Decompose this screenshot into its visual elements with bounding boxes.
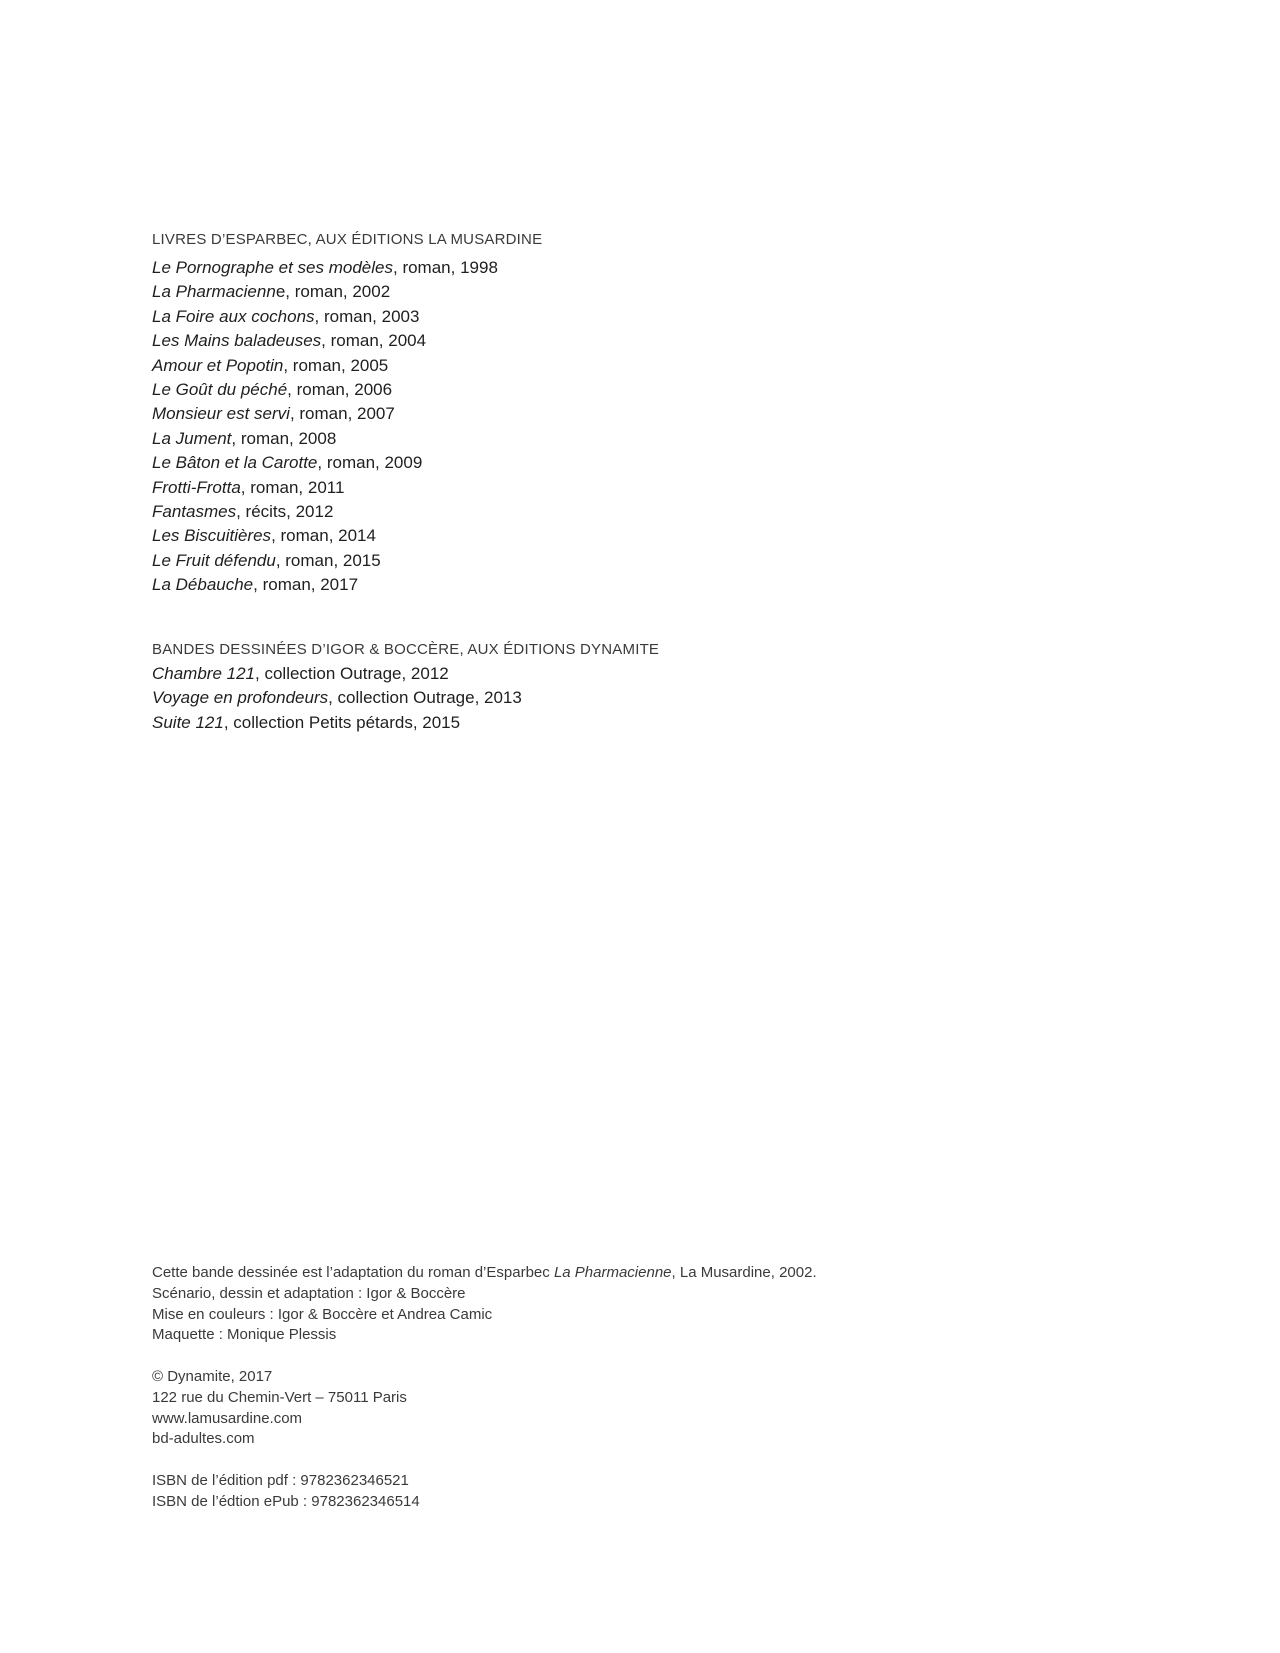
layout-credit: Maquette : Monique Plessis	[152, 1326, 337, 1344]
book-details: , roman, 2008	[231, 428, 337, 448]
book-details: e, roman, 2002	[275, 282, 391, 302]
isbn-epub: ISBN de l’édtion ePub : 9782362346514	[152, 1492, 420, 1510]
book-title: Le Fruit défendu	[152, 550, 276, 570]
book-title: Fantasmes	[152, 502, 237, 522]
book-details: , roman, 2003	[314, 306, 420, 326]
book-title: Monsieur est servi	[152, 404, 290, 424]
adaptation-title: La Pharmacienne	[553, 1264, 672, 1281]
list-item	[152, 549, 542, 573]
book-title: Frotti-Frotta	[152, 477, 241, 497]
book-title: Le Goût du péché	[152, 380, 288, 400]
color-credit: Mise en couleurs : Igor & Boccère et Andrea Camic	[152, 1305, 493, 1323]
book-title: Les Mains baladeuses	[152, 331, 322, 351]
book-title: La Pharmacienn	[152, 282, 276, 302]
list-item	[152, 305, 542, 329]
book-details: , collection Outrage, 2012	[255, 664, 449, 683]
book-title: La Débauche	[152, 575, 254, 595]
book-title: Le Bâton et la Carotte	[152, 453, 318, 473]
copyright-line: © Dynamite, 2017	[152, 1367, 273, 1385]
list-item	[152, 256, 542, 280]
book-list	[152, 256, 542, 598]
book-details: , roman, 2011	[240, 477, 345, 497]
book-details: , roman, 2004	[321, 331, 427, 351]
list-item	[152, 686, 659, 710]
list-item	[152, 402, 542, 426]
adaptation-note	[152, 1263, 817, 1284]
website-link: www.lamusardine.com	[152, 1409, 303, 1427]
book-title: Voyage en profondeurs	[152, 688, 329, 708]
spacer	[152, 1346, 817, 1367]
section-heading: LIVRES D’ESPARBEC, AUX ÉDITIONS LA MUSARDINE	[152, 231, 543, 248]
list-item	[152, 280, 542, 304]
book-list	[152, 662, 659, 735]
book-details: , roman, 2014	[271, 526, 376, 546]
spacer	[152, 1450, 817, 1471]
book-details: , roman, 2005	[283, 355, 389, 375]
book-details: , roman, 2017	[253, 575, 359, 595]
list-item	[152, 662, 659, 686]
book-title: La Jument	[152, 428, 232, 448]
book-title: Les Biscuitières	[152, 526, 272, 546]
list-item	[152, 711, 659, 735]
book-details: , collection Outrage, 2013	[328, 688, 522, 708]
adaptation-prefix: Cette bande dessinée est l’adaptation du roman d’Esparbec	[152, 1264, 554, 1281]
section-heading: BANDES DESSINÉES D’IGOR & BOCCÈRE, AUX ÉDITIONS DYNAMITE	[152, 641, 660, 658]
list-item	[152, 524, 542, 548]
list-item	[152, 573, 542, 597]
book-title: Suite 121	[152, 712, 224, 732]
book-details: , roman, 2006	[287, 380, 393, 400]
publisher-address: 122 rue du Chemin-Vert – 75011 Paris	[152, 1388, 407, 1406]
esparbec-bibliography	[152, 228, 542, 598]
book-details: , roman, 2007	[289, 404, 395, 424]
book-title: La Foire aux cochons	[152, 306, 315, 326]
list-item	[152, 354, 542, 378]
isbn-pdf: ISBN de l’édition pdf : 9782362346521	[152, 1471, 409, 1489]
list-item	[152, 500, 542, 524]
book-details: , roman, 2015	[275, 550, 381, 570]
comics-bibliography	[152, 638, 659, 735]
list-item	[152, 329, 542, 353]
credits-block	[152, 1263, 817, 1513]
book-details: , collection Petits pétards, 2015	[223, 712, 461, 732]
list-item	[152, 378, 542, 402]
book-title: Le Pornographe et ses modèles	[152, 258, 393, 277]
website-link: bd-adultes.com	[152, 1430, 255, 1448]
book-details: , récits, 2012	[236, 502, 334, 522]
book-details: , roman, 1998	[393, 258, 498, 277]
book-details: , roman, 2009	[317, 453, 423, 473]
list-item	[152, 451, 542, 475]
book-title: Amour et Popotin	[152, 355, 284, 375]
book-title: Chambre 121	[152, 664, 256, 683]
adaptation-suffix: , La Musardine, 2002.	[671, 1264, 817, 1281]
scenario-credit: Scénario, dessin et adaptation : Igor & Boccère	[152, 1284, 466, 1302]
list-item	[152, 427, 542, 451]
list-item	[152, 476, 542, 500]
